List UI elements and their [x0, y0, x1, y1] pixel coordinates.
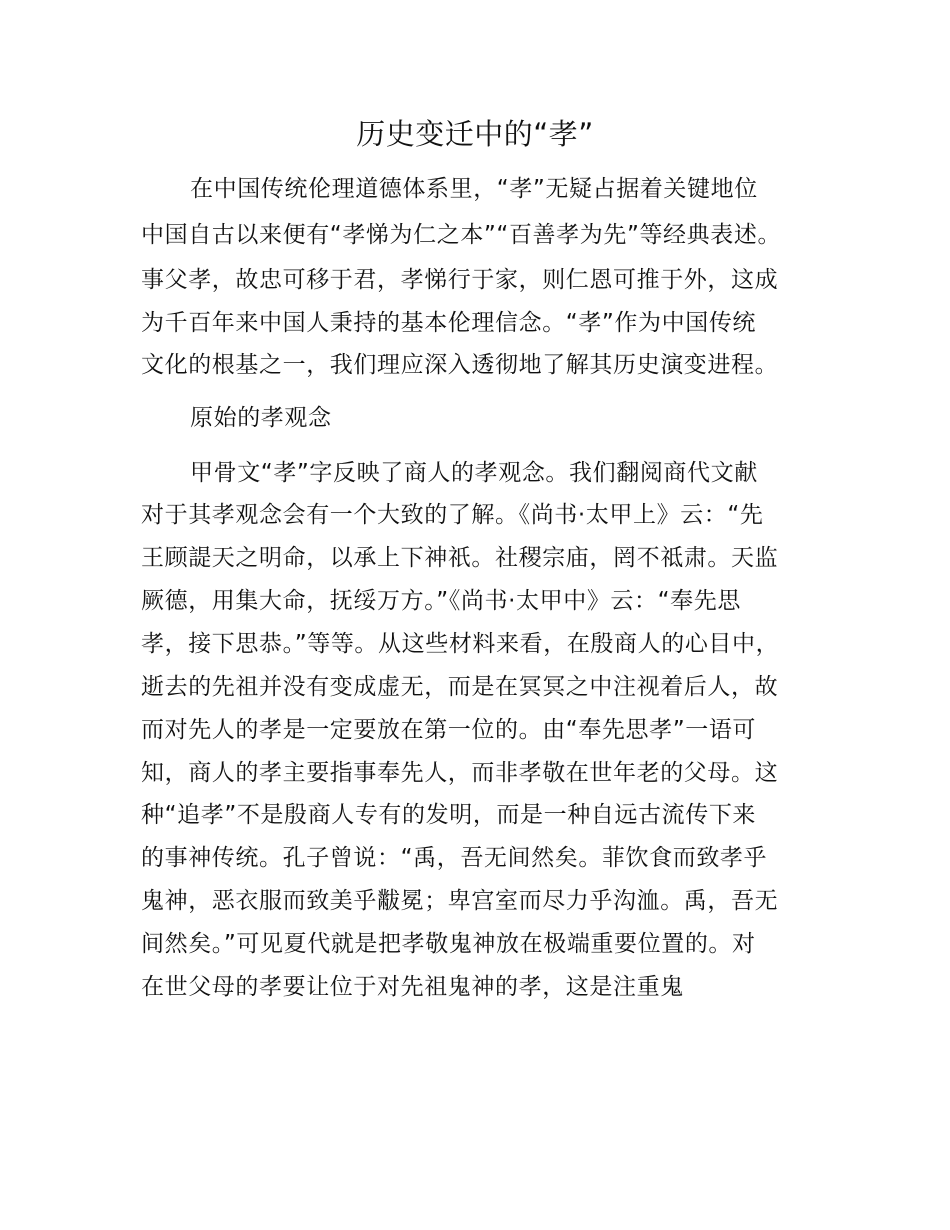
- document-title: 历史变迁中的“孝”: [356, 117, 594, 151]
- text-line: 而对先人的孝是一定要放在第一位的。由“奉先思孝”一语可: [141, 717, 757, 743]
- text-line: 对于其孝观念会有一个大致的了解。《尚书·太甲上》云：“先: [141, 502, 764, 528]
- text-line: 知，商人的孝主要指事奉先人，而非孝敬在世年老的父母。这: [141, 760, 779, 786]
- text-line: 在世父母的孝要让位于对先祖鬼神的孝，这是注重鬼: [141, 974, 684, 1000]
- text-line: 种“追孝”不是殷商人专有的发明，而是一种自远古流传下来: [141, 802, 757, 828]
- text-line: 的事神传统。孔子曾说：“禹，吾无间然矣。菲饮食而致孝乎: [141, 845, 768, 871]
- text-line: 厥德，用集大命，抚绥万方。”《尚书·太甲中》云：“奉先思: [141, 588, 741, 614]
- text-line: 文化的根基之一，我们理应深入透彻地了解其历史演变进程。: [141, 352, 779, 378]
- text-line: 为千百年来中国人秉持的基本伦理信念。“孝”作为中国传统: [141, 310, 757, 336]
- text-line: 甲骨文“孝”字反映了商人的孝观念。我们翻阅商代文献: [190, 460, 758, 486]
- text-line: 事父孝，故忠可移于君，孝悌行于家，则仁恩可推于外，这成: [141, 267, 779, 293]
- text-line: 鬼神，恶衣服而致美乎黻冕；卑宫室而尽力乎沟洫。禹，吾无: [141, 888, 779, 914]
- text-line: 孝，接下思恭。”等等。从这些材料来看，在殷商人的心目中，: [141, 631, 780, 657]
- text-line: 王顾諟天之明命，以承上下神祇。社稷宗庙，罔不祗肃。天监: [141, 545, 779, 571]
- text-line: 在中国传统伦理道德体系里，“孝”无疑占据着关键地位: [190, 176, 758, 202]
- text-line: 间然矣。”可见夏代就是把孝敬鬼神放在极端重要位置的。对: [141, 931, 756, 957]
- section-heading: 原始的孝观念: [190, 405, 332, 431]
- text-line: 中国自古以来便有“孝悌为仁之本”“百善孝为先”等经典表述。: [141, 222, 782, 248]
- text-line: 逝去的先祖并没有变成虚无，而是在冥冥之中注视着后人，故: [141, 674, 779, 700]
